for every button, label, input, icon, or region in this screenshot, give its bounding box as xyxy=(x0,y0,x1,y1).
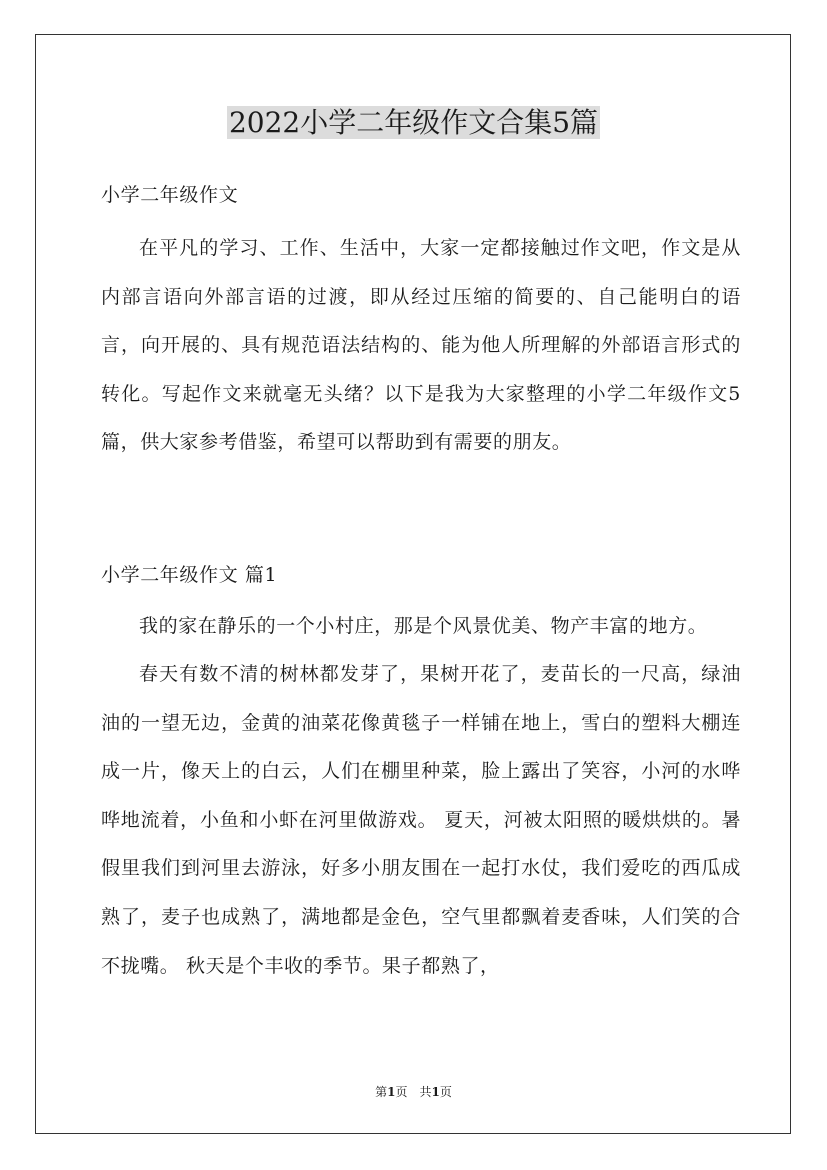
intro-paragraph: 在平凡的学习、工作、生活中，大家一定都接触过作文吧，作文是从内部言语向外部言语的过渡，即从经过压缩的简要的、自己能明白的语言，向开展的、具有规范语法结构的、能为他人所理解的外部语言形式的转化。写起作文来就毫无头绪？以下是我为大家整理的小学二年级作文5篇，供大家参考借鉴，希望可以帮助到有需要的朋友。 xyxy=(101,237,741,454)
document-title xyxy=(0,103,827,143)
page-prefix: 第 xyxy=(375,1085,388,1099)
total-prefix: 共 xyxy=(419,1085,432,1099)
intro-heading: 小学二年级作文 xyxy=(101,184,239,206)
page-current: 1 xyxy=(387,1085,396,1099)
essay-1-paragraph-2: 春天有数不清的树林都发芽了，果树开花了，麦苗长的一尺高，绿油油的一望无边，金黄的油菜花像黄毯子一样铺在地上，雪白的塑料大棚连成一片，像天上的白云，人们在棚里种菜，脸上露出了笑容，小河的水哗哗地流着，小鱼和小虾在河里做游戏。 夏天，河被太阳照的暖烘烘的。暑假里我们到河里去游泳，好多小朋友围在一起打水仗，我们爱吃的西瓜成熟了，麦子也成熟了，满地都是金色，空气里都飘着麦香味，人们笑的合不拢嘴。 秋天是个丰收的季节。果子都熟了， xyxy=(101,663,741,977)
essay-1-paragraph-1: 我的家在静乐的一个小村庄，那是个风景优美、物产丰富的地方。 xyxy=(139,615,708,637)
page-total: 1 xyxy=(431,1085,440,1099)
page-suffix: 页 xyxy=(395,1085,408,1099)
total-suffix: 页 xyxy=(439,1085,452,1099)
essay-1-heading: 小学二年级作文 篇1 xyxy=(101,564,278,586)
document-title-text: 2022小学二年级作文合集5篇 xyxy=(228,106,599,139)
page-footer xyxy=(0,1084,827,1100)
